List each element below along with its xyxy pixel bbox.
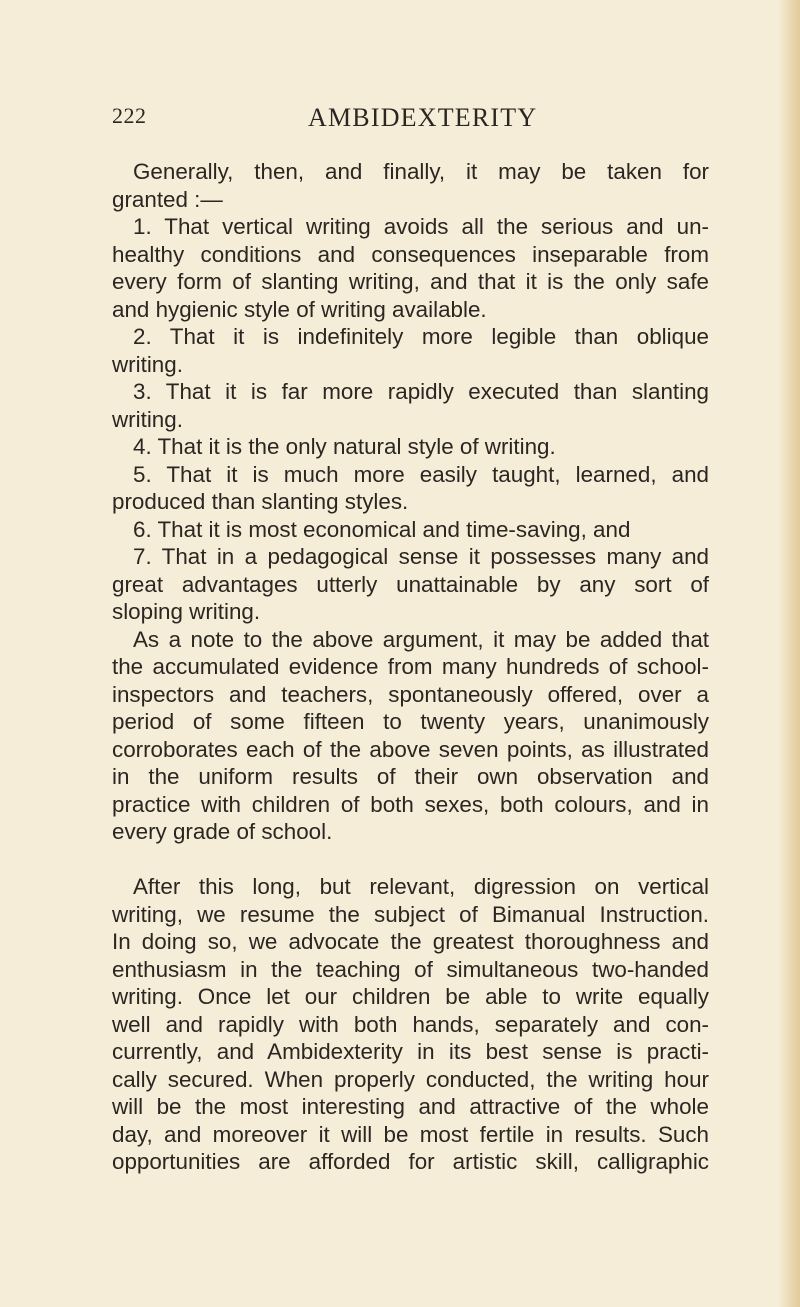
text-line: 1. That vertical writing avoids all the serious and un- [133, 214, 709, 239]
running-head [112, 103, 712, 135]
page-number: 222 [112, 103, 147, 128]
text-line: produced than slanting styles. [112, 489, 409, 514]
text-line: 4. That it is the only natural style of writing. [133, 434, 556, 459]
text-line: currently, and Ambidexterity in its best sense is practi- [112, 1039, 709, 1064]
running-title: AMBIDEXTERITY [308, 103, 538, 132]
text-line: inspectors and teachers, spontaneously offered, over a [112, 681, 709, 707]
text-line: writing. [112, 406, 183, 432]
text-line: will be the most interesting and attractive of the whole [112, 1094, 709, 1119]
text-line: In doing so, we advocate the greatest thoroughness and [112, 929, 709, 954]
text-line: writing, we resume the subject of Bimanual Instruction. [112, 901, 709, 927]
text-line: sloping writing. [112, 599, 261, 624]
text-line: writing. [112, 351, 183, 377]
text-line: As a note to the above argument, it may be added that [133, 626, 709, 652]
text-line: granted :— [112, 186, 223, 212]
text-line: Generally, then, and finally, it may be taken for [133, 159, 709, 184]
text-line: 2. That it is indefinitely more legible than oblique [133, 324, 709, 349]
text-line: the accumulated evidence from many hundreds of school- [112, 654, 709, 679]
text-line: enthusiasm in the teaching of simultaneous two-handed [112, 956, 709, 982]
text-line: well and rapidly with both hands, separately and con- [112, 1011, 709, 1037]
text-line: every form of slanting writing, and that it is the only safe [112, 269, 709, 294]
text-line: 7. That in a pedagogical sense it possesses many and [133, 544, 709, 569]
text-line: 5. That it is much more easily taught, learned, and [133, 461, 709, 487]
text-line: healthy conditions and consequences inseparable from [112, 241, 709, 267]
text-line: cally secured. When properly conducted, the writing hour [112, 1066, 709, 1092]
text-line: great advantages utterly unattainable by any sort of [112, 571, 709, 597]
text-line: corroborates each of the above seven points, as illustrated [112, 736, 709, 762]
text-line: practice with children of both sexes, both colours, and in [112, 791, 709, 817]
text-line: 6. That it is most economical and time-saving, and [133, 516, 631, 542]
text-line: and hygienic style of writing available. [112, 296, 487, 322]
page-edge-shadow [778, 0, 800, 1307]
text-line: opportunities are afforded for artistic skill, calligraphic [112, 1149, 709, 1174]
text-line: period of some fifteen to twenty years, unanimously [112, 709, 709, 734]
text-line: day, and moreover it will be most fertile in results. Such [112, 1121, 709, 1147]
text-line: writing. Once let our children be able to write equally [112, 984, 709, 1009]
text-line: 3. That it is far more rapidly executed than slanting [133, 379, 709, 404]
text-line: every grade of school. [112, 819, 333, 844]
body-text [112, 158, 709, 1176]
text-line: After this long, but relevant, digression on vertical [133, 874, 709, 899]
text-line: in the uniform results of their own observation and [112, 764, 709, 789]
